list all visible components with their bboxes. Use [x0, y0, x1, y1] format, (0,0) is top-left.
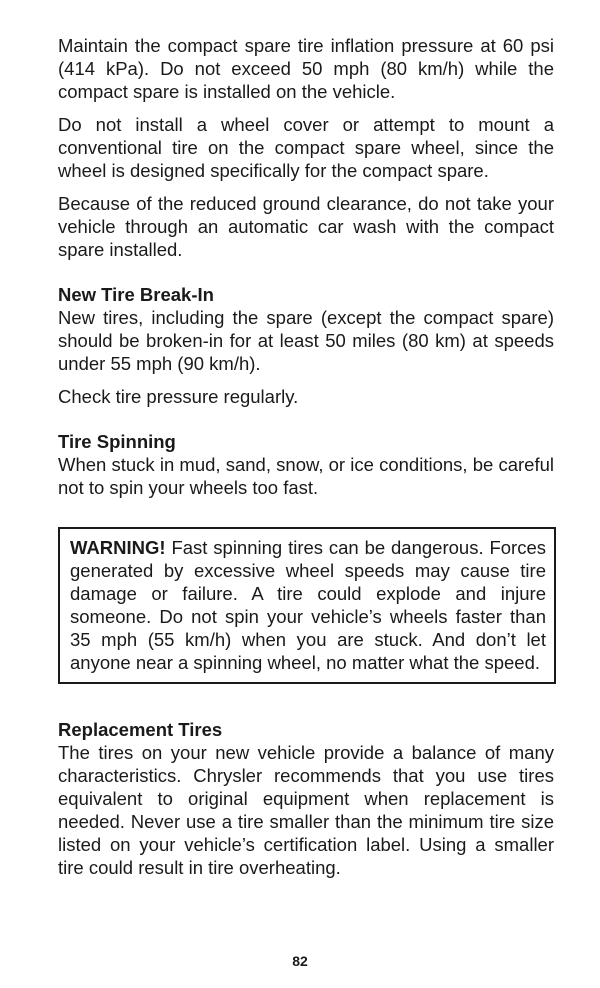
warning-box [58, 527, 556, 684]
check-pressure-paragraph: Check tire pressure regularly. [58, 386, 299, 407]
replacement-tires-paragraph: The tires on your new vehicle provide a balance of many characteristics. Chrysler recommends that you use tires equivalent to original equipment when replacement is needed. Never use a tire smaller than the minimum tire size listed on your vehicle’s certification label. Using a smaller tire could result in tire overheating. [58, 742, 554, 878]
break-in-heading: New Tire Break-In [58, 284, 214, 305]
warning-label: WARNING! [70, 537, 166, 558]
break-in-paragraph: New tires, including the spare (except the compact spare) should be broken-in for at least 50 miles (80 km) at speeds under 55 mph (90 km/h). [58, 307, 554, 374]
compact-spare-pressure-paragraph: Maintain the compact spare tire inflation pressure at 60 psi (414 kPa). Do not exceed 50 mph (80 km/h) while the compact spare is installed on the vehicle. [58, 35, 554, 102]
warning-text: Fast spinning tires can be dangerous. Forces generated by excessive wheel speeds may cause tire damage or failure. A tire could explode and injure someone. Do not spin your vehicle’s wheels faster than 35 mph (55 km/h) when you are stuck. And don’t let anyone near a spinning wheel, no matter what the speed. [70, 537, 546, 673]
page-number: 82 [292, 953, 308, 969]
manual-page [58, 34, 554, 889]
tire-spinning-heading: Tire Spinning [58, 431, 176, 452]
car-wash-paragraph: Because of the reduced ground clearance, do not take your vehicle through an automatic car wash with the compact spare installed. [58, 193, 554, 260]
wheel-cover-paragraph: Do not install a wheel cover or attempt to mount a conventional tire on the compact spare wheel, since the wheel is designed specifically for the compact spare. [58, 114, 554, 181]
tire-spinning-paragraph: When stuck in mud, sand, snow, or ice conditions, be careful not to spin your wheels too fast. [58, 454, 554, 498]
replacement-tires-heading: Replacement Tires [58, 719, 223, 740]
